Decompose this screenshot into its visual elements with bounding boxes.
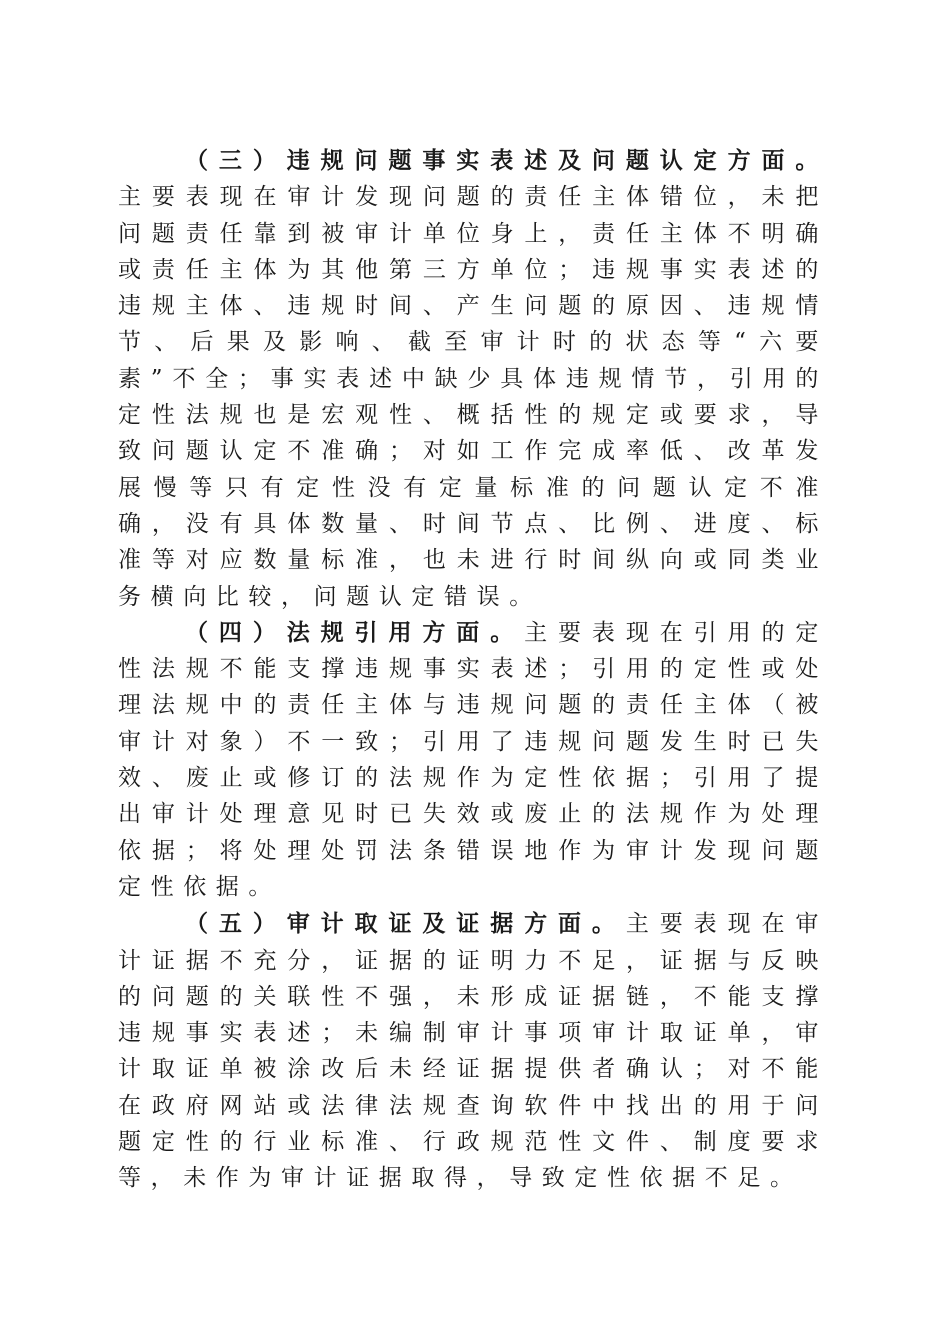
paragraph-section-3: [118, 143, 828, 615]
section-4-body: 主要表现在引用的定性法规不能支撑违规事实表述；引用的定性或处理法规中的责任主体与违规问题的责任主体（被审计对象）不一致；引用了违规问题发生时已失效、废止或修订的法规作为定性依据；引用了提出审计处理意见时已失效或废止的法规作为处理依据；将处理处罚法条错误地作为审计发现问题定性依据。: [118, 619, 828, 900]
document-page: [118, 143, 828, 1197]
section-5-heading: （五）审计取证及证据方面。: [185, 910, 626, 938]
section-5-body: 主要表现在审计证据不充分，证据的证明力不足，证据与反映的问题的关联性不强，未形成证据链，不能支撑违规事实表述；未编制审计事项审计取证单，审计取证单被涂改后未经证据提供者确认；对不能在政府网站或法律法规查询软件中找出的用于问题定性的行业标准、行政规范性文件、制度要求等，未作为审计证据取得，导致定性依据不足。: [118, 911, 828, 1192]
section-4-heading: （四）法规引用方面。: [185, 618, 525, 646]
section-3-heading: （三）违规问题事实表述及问题认定方面。: [185, 147, 828, 174]
paragraph-section-5: [118, 906, 828, 1196]
paragraph-section-4: [118, 615, 828, 905]
section-3-body: 主要表现在审计发现问题的责任主体错位，未把问题责任靠到被审计单位身上，责任主体不明确或责任主体为其他第三方单位；违规事实表述的违规主体、违规时间、产生问题的原因、违规情节、后果及影响、截至审计时的状态等“六要素”不全；事实表述中缺少具体违规情节，引用的定性法规也是宏观性、概括性的规定或要求，导致问题认定不准确；对如工作完成率低、改革发展慢等只有定性没有定量标准的问题认定不准确，没有具体数量、时间节点、比例、进度、标准等对应数量标准，也未进行时间纵向或同类业务横向比较，问题认定错误。: [118, 184, 828, 610]
